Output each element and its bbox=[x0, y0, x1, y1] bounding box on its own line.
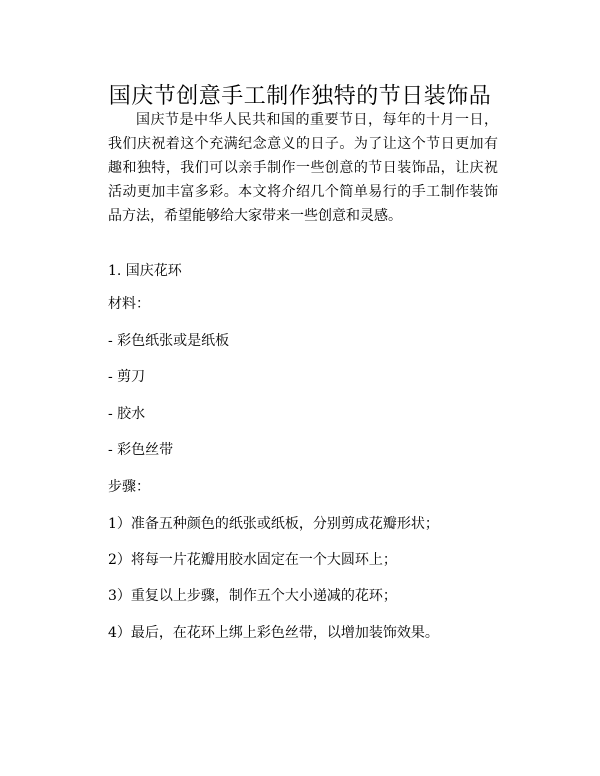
step-item: 4）最后，在花环上绑上彩色丝带，以增加装饰效果。 bbox=[108, 625, 439, 641]
step-item: 1）准备五种颜色的纸张或纸板，分别剪成花瓣形状； bbox=[108, 516, 439, 532]
materials-item: - 胶水 bbox=[108, 406, 146, 422]
intro-paragraph: 国庆节是中华人民共和国的重要节日，每年的十月一日，我们庆祝着这个充满纪念意义的日子。为了让这个节日更加有趣和独特，我们可以亲手制作一些创意的节日装饰品，让庆祝活动更加丰富多彩。本文将介绍几个简单易行的手工制作装饰品方法，希望能够给大家带来一些创意和灵感。 bbox=[108, 112, 498, 224]
page-title: 国庆节创意手工制作独特的节日装饰品 bbox=[108, 83, 492, 109]
materials-item: - 彩色丝带 bbox=[108, 442, 174, 458]
materials-label: 材料： bbox=[108, 296, 150, 312]
materials-item: - 剪刀 bbox=[108, 369, 146, 385]
steps-label: 步骤： bbox=[108, 479, 150, 495]
section-heading: 1. 国庆花环 bbox=[108, 263, 182, 279]
materials-item: - 彩色纸张或是纸板 bbox=[108, 333, 230, 349]
step-item: 2）将每一片花瓣用胶水固定在一个大圆环上； bbox=[108, 552, 397, 568]
step-item: 3）重复以上步骤，制作五个大小递减的花环； bbox=[108, 588, 397, 604]
